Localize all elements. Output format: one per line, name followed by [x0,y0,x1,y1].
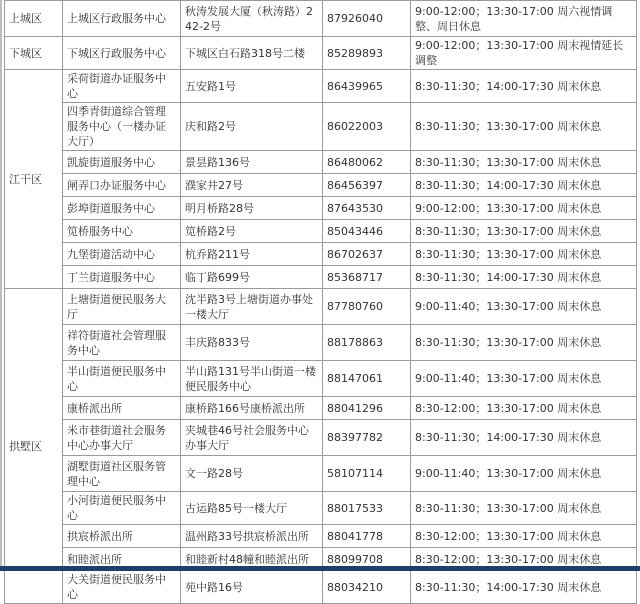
hours-cell: 8:30-11:30；14:00-17:30 周末休息 [411,571,637,604]
address-cell: 杭乔路211号 [181,243,323,266]
district-cell: 拱墅区 [5,289,63,604]
address-cell: 丰庆路833号 [181,325,323,361]
hours-cell: 8:30-11:30；13:30-17:00 周末休息 [411,220,637,243]
table-row [5,492,637,525]
hours-cell: 8:30-11:30；13:30-17:00 周末休息 [411,492,637,525]
center-name-cell: 半山街道便民服务中心 [63,361,181,397]
phone-cell: 86456397 [323,174,411,197]
phone-cell: 87643530 [323,197,411,220]
address-cell: 临丁路699号 [181,266,323,289]
address-cell: 五安路1号 [181,70,323,103]
hours-cell: 9:00-11:40；13:30-17:00 周末休息 [411,361,637,397]
address-cell: 景昙路136号 [181,151,323,174]
phone-cell: 85043446 [323,220,411,243]
address-cell: 下城区白石路318号二楼 [181,37,323,70]
phone-cell: 88147061 [323,361,411,397]
address-cell: 文一路28号 [181,456,323,492]
center-name-cell: 湖墅街道社区服务管理中心 [63,456,181,492]
center-name-cell: 闸弄口办证服务中心 [63,174,181,197]
phone-cell: 86439965 [323,70,411,103]
center-name-cell: 祥符街道社会管理服务中心 [63,325,181,361]
address-cell: 濮家井27号 [181,174,323,197]
district-cell: 下城区 [5,37,63,70]
phone-cell: 88034210 [323,571,411,604]
center-name-cell: 下城区行政服务中心 [63,37,181,70]
center-name-cell: 采荷街道办证服务中心 [63,70,181,103]
page-left-edge [0,0,2,571]
center-name-cell: 拱宸桥派出所 [63,525,181,548]
hours-cell: 9:00-11:40；13:30-17:00 周末休息 [411,289,637,325]
hours-cell: 8:30-11:30；14:00-17:30 周末休息 [411,174,637,197]
hours-cell: 8:30-11:30；13:30-17:00 周末休息 [411,325,637,361]
phone-cell: 85289893 [323,37,411,70]
phone-cell: 88017533 [323,492,411,525]
address-cell: 庆和路2号 [181,103,323,151]
address-cell: 明月桥路28号 [181,197,323,220]
hours-cell: 8:30-11:30；13:30-17:00 周末休息 [411,243,637,266]
address-cell: 苑中路16号 [181,571,323,604]
hours-cell: 9:00-12:00；13:30-17:00 周六视情调整、周日休息 [411,1,637,37]
center-name-cell: 上城区行政服务中心 [63,1,181,37]
hours-cell: 8:30-11:30；14:00-17:30 周末休息 [411,266,637,289]
table-row [5,220,637,243]
center-name-cell: 大关街道便民服务中心 [63,571,181,604]
center-name-cell: 上塘街道便民服务大厅 [63,289,181,325]
address-cell: 和睦新村48幢和睦派出所 [181,548,323,571]
phone-cell: 88041296 [323,397,411,420]
address-cell: 温州路33号拱宸桥派出所 [181,525,323,548]
hours-cell: 8:30-12:00；13:30-17:00 周末休息 [411,397,637,420]
address-cell: 半山路131号半山街道一楼便民服务中心 [181,361,323,397]
address-cell: 康桥路166号康桥派出所 [181,397,323,420]
hours-cell: 8:30-12:00；13:30-17:00 周末休息 [411,548,637,571]
phone-cell: 88041778 [323,525,411,548]
hours-cell: 9:00-12:00；13:30-17:00 周末视情延长调整 [411,37,637,70]
address-cell: 夹城巷46号社会服务中心办事大厅 [181,420,323,456]
table-row [5,174,637,197]
hours-cell: 9:00-11:40；13:30-17:00 周末休息 [411,456,637,492]
center-name-cell: 凯旋街道服务中心 [63,151,181,174]
district-cell: 上城区 [5,1,63,37]
table-row [5,325,637,361]
center-name-cell: 米市巷街道社会服务中心办事大厅 [63,420,181,456]
center-name-cell: 小河街道便民服务中心 [63,492,181,525]
center-name-cell: 四季青街道综合管理服务中心（一楼办证大厅） [63,103,181,151]
address-cell: 秋涛发展大厦（秋涛路）242-2号 [181,1,323,37]
district-cell: 江干区 [5,70,63,289]
hours-cell: 8:30-11:30；13:30-17:00 周末休息 [411,151,637,174]
center-name-cell: 笕桥服务中心 [63,220,181,243]
hours-cell: 8:30-12:00；13:30-17:00 周末休息 [411,525,637,548]
table-row [5,151,637,174]
table-row [5,266,637,289]
table-row [5,103,637,151]
table-row [5,571,637,604]
hours-cell: 8:30-11:30；14:00-17:30 周末休息 [411,70,637,103]
phone-cell: 86702637 [323,243,411,266]
address-cell: 古运路85号一楼大厅 [181,492,323,525]
hours-cell: 8:30-11:30；14:00-17:30 周末休息 [411,420,637,456]
table-row [5,420,637,456]
service-center-table-frame [4,0,636,601]
center-name-cell: 和睦派出所 [63,548,181,571]
table-row [5,456,637,492]
table-row [5,70,637,103]
phone-cell: 58107114 [323,456,411,492]
phone-cell: 88397782 [323,420,411,456]
phone-cell: 88099708 [323,548,411,571]
table-row [5,37,637,70]
table-row [5,1,637,37]
address-cell: 笕桥路2号 [181,220,323,243]
phone-cell: 86022003 [323,103,411,151]
table-row [5,197,637,220]
phone-cell: 87780760 [323,289,411,325]
service-center-table [4,0,637,604]
table-row [5,397,637,420]
table-row [5,361,637,397]
phone-cell: 87926040 [323,1,411,37]
table-row [5,243,637,266]
phone-cell: 86480062 [323,151,411,174]
center-name-cell: 九堡街道活动中心 [63,243,181,266]
address-cell: 沈半路3号上塘街道办事处一楼大厅 [181,289,323,325]
phone-cell: 85368717 [323,266,411,289]
center-name-cell: 康桥派出所 [63,397,181,420]
table-row [5,525,637,548]
center-name-cell: 彭埠街道服务中心 [63,197,181,220]
table-row [5,289,637,325]
center-name-cell: 丁兰街道服务中心 [63,266,181,289]
hours-cell: 9:00-12:00；13:30-17:00 周末休息 [411,197,637,220]
bottom-bar [0,566,640,571]
hours-cell: 8:30-11:30；13:30-17:00 周末休息 [411,103,637,151]
phone-cell: 88178863 [323,325,411,361]
